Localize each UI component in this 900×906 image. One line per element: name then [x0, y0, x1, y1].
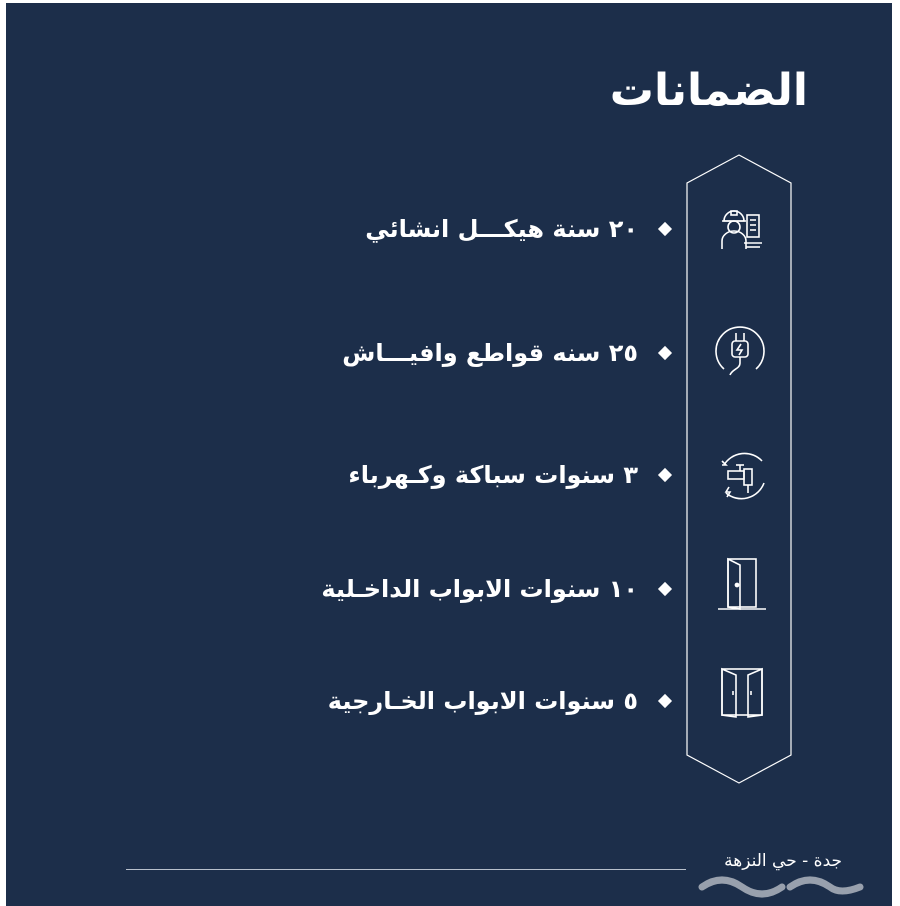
warranty-label: ٢٠ سنة هيكـــل انشائي	[365, 215, 638, 243]
haraj-watermark	[690, 861, 870, 903]
warranty-item-plumbing	[348, 455, 670, 495]
bullet-icon	[658, 468, 672, 482]
warranty-panel	[6, 3, 892, 906]
warranty-item-exterior-doors	[328, 681, 670, 721]
footer-divider	[126, 869, 686, 870]
warranty-label: ٣ سنوات سباكة وكـهرباء	[348, 461, 638, 489]
construction-engineer-icon	[716, 203, 766, 253]
location-text: جدة - حي النزهة	[724, 851, 842, 871]
interior-door-icon	[714, 555, 770, 613]
warranty-label: ٥ سنوات الابواب الخـارجية	[327, 687, 638, 715]
bullet-icon	[658, 222, 672, 236]
bullet-icon	[658, 582, 672, 596]
warranty-item-interior-doors	[321, 569, 670, 609]
bullet-icon	[658, 346, 672, 360]
exterior-double-door-icon	[714, 663, 770, 721]
bullet-icon	[658, 694, 672, 708]
page-title: الضمانات	[609, 65, 808, 116]
warranty-label: ٢٥ سنه قواطع وافيـــاش	[342, 339, 638, 367]
warranty-item-structure	[365, 209, 670, 249]
electric-plug-icon	[710, 321, 770, 381]
warranty-item-breakers	[342, 333, 670, 373]
plumbing-electricity-icon	[714, 447, 772, 505]
warranty-label: ١٠ سنوات الابواب الداخـلية	[321, 575, 638, 603]
